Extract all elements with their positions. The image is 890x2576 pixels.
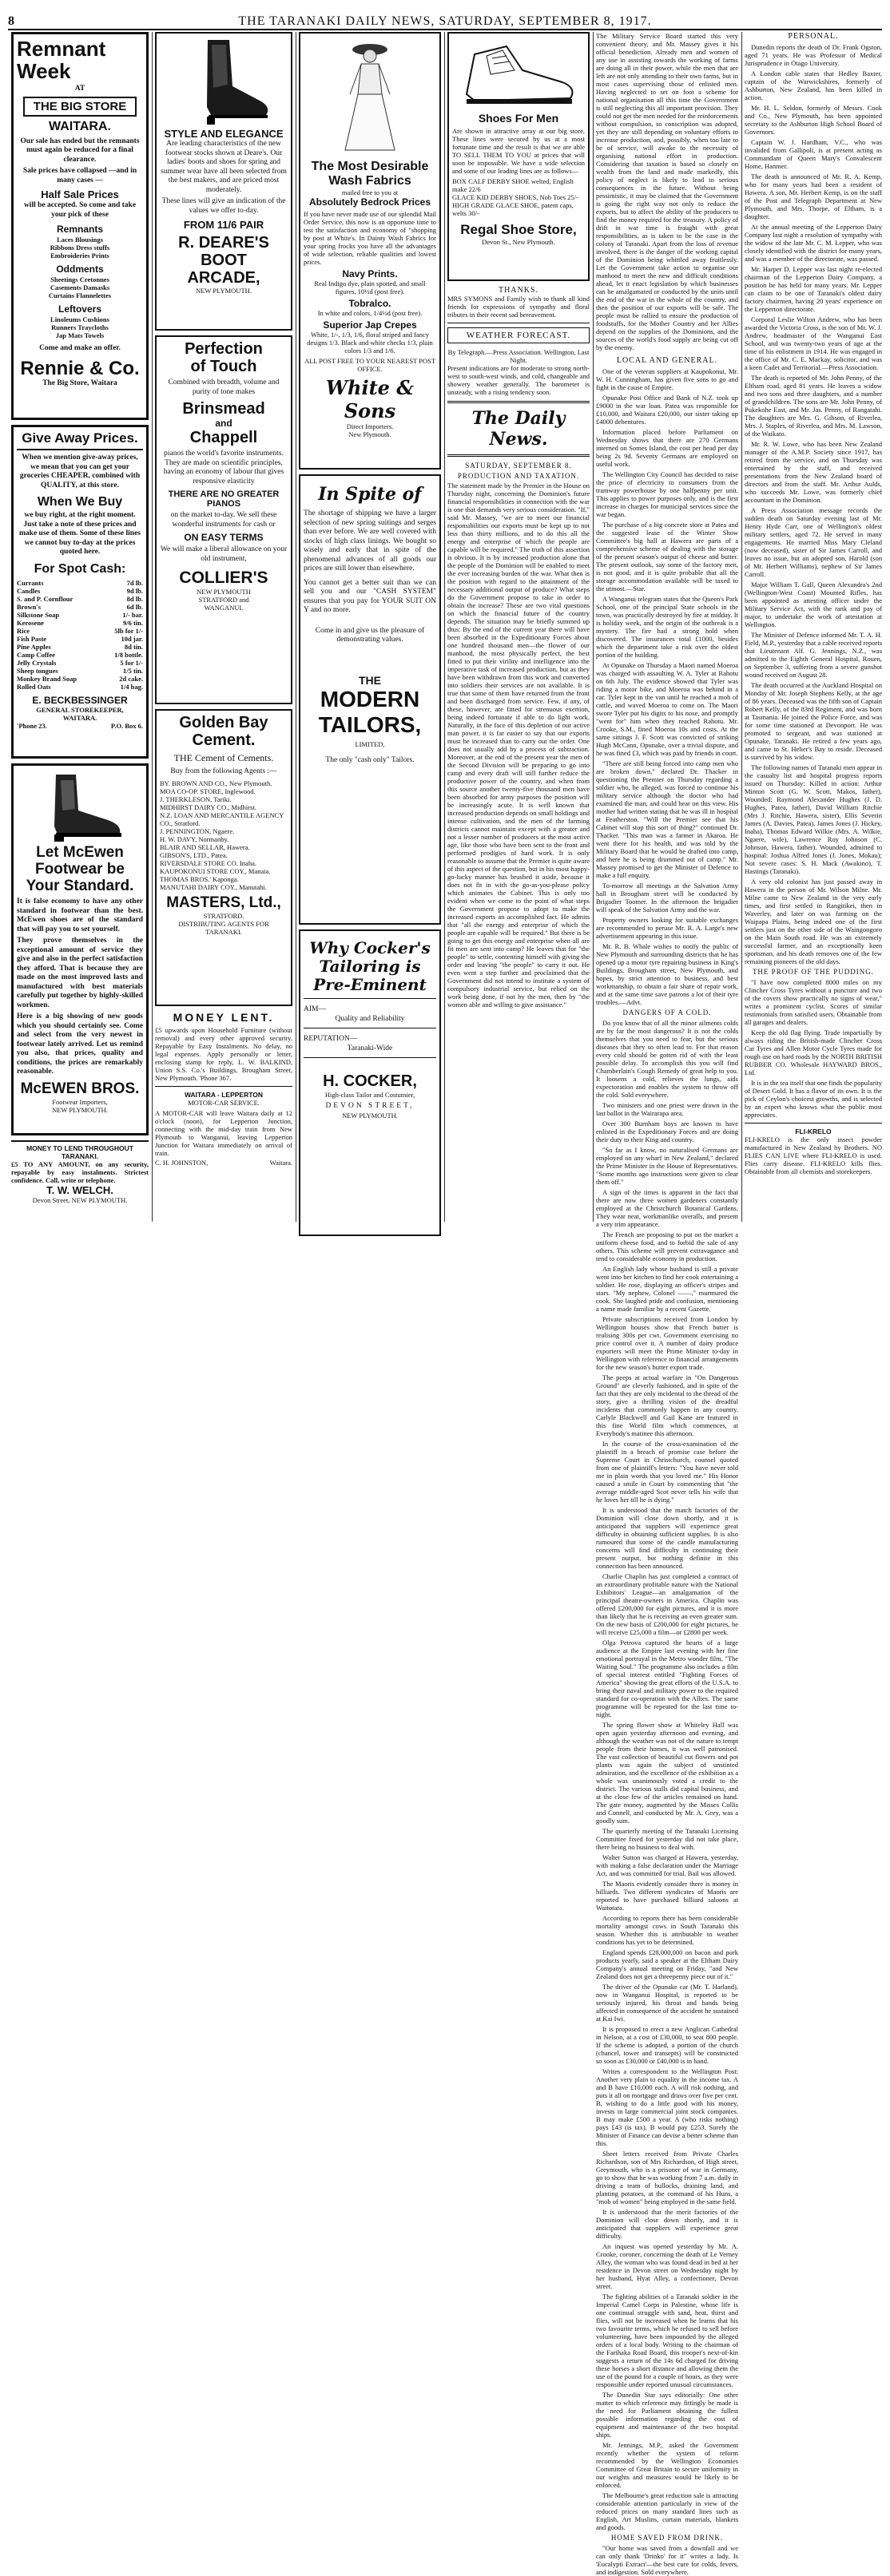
ad-text: NEW PLYMOUTH — [197, 588, 251, 596]
news-paragraph: Opunake Post Office and Bank of N.Z. took up £9000 in the war loan. Patea was responsible for £10,000, and Waitara £20,000, our sister taking up £4000 debentures. — [596, 394, 738, 426]
agent-item: MANUTAHI DAIRY COY., Manutahi. — [160, 882, 267, 891]
price-item: Currants — [17, 578, 44, 587]
ad-brand: T. W. WELCH. — [46, 1184, 113, 1196]
agent-item: BY. BROWN AND CO., New Plymouth. — [160, 779, 272, 787]
ad-text: Devon St., New Plymouth. — [482, 238, 555, 246]
news-paragraph: Property owners looking for suitable exchanges are recommended to peruse Mr. R. A. Large's new advertisement appearing in this issue. — [596, 916, 738, 940]
ad-text: They prove themselves in the exceptional amount of service they give and also in the perfect satisfaction they afford. That is because they are made on the most improved lasts and manufactured with best materials carefully put together by highly-skilled workmen. — [17, 937, 143, 1009]
ad-text: White, 1/-, 1/3, 1/6, floral striped and fancy designs 1/3. Black and white checks 1/3, plain colors 1/3 and 1/6. — [307, 331, 433, 355]
article-text: Present indications are for moderate to strong north-west to south-west winds, and cold, changeable and showery weather generally. The barometer is unsteady, with a rising tendency soon. — [447, 364, 590, 396]
agent-item: MIDHIRST DAIRY CO., Midhirst. — [160, 803, 256, 811]
ad-heading: Perfection — [185, 340, 263, 358]
ad-heading: Let McEwen — [36, 844, 124, 861]
agent-item: THOMAS BROS.' Kaponga. — [160, 874, 239, 883]
ad-text: Sale prices have collapsed —and in many cases — — [22, 167, 137, 184]
news-paragraph: The Dunedin Star says editorially: One other matter to which reference may fittingly be made is the need for Parliament obtaining the fullest possible information regarding the cost of equipment and maintenance of the two hospital ships. — [596, 2391, 738, 2439]
column-2 — [155, 32, 292, 1222]
list-item: HIGH GRADE GLACE SHOE, patent caps, welts 30/- — [452, 201, 574, 217]
local-general-items — [596, 367, 738, 2576]
news-paragraph: England spends £28,000,000 on bacon and pork products yearly, said a speaker at the Eltham Dairy Company's annual meeting on Friday, "and New Zealand does not get a threepenny piece out of it." — [596, 1948, 738, 1980]
ad-subheading: THERE ARE NO GREATER PIANOS — [168, 489, 280, 509]
news-paragraph: The peeps at actual warfare in "On Dangerous Ground" are cleverly fashioned, and in spite of the fact that they are only incidental to the thread of the story, give a thrilling vision of the dreadful incidents that commonly happen in any country. Carlyle Blackwell and Gail Kane are featured in this fine World film which commences, at Everybody's matinee this afternoon. — [596, 1373, 738, 1437]
personal-items — [745, 43, 882, 1119]
ad-text: It is false economy to have any other standard in footwear than the best. McEwen shoes are of the standard that will pay you to set yourself. — [17, 898, 143, 933]
list-item: Laces Blousings — [57, 236, 103, 244]
price-value: 5lb for 1/- — [114, 626, 143, 635]
personal-paragraph: Dunedin reports the death of Dr. Frank Ogston, aged 71 years. He was Professor of Medical Jurisprudence in Otago University. — [745, 43, 882, 67]
personal-paragraph: Captain W. J. Hardham, V.C., who was invalided from Gallipoli, is at present acting as Commandant of Queen Mary's Convalescent Home, Hanmer. — [745, 138, 882, 170]
deare-ad — [155, 32, 292, 331]
ad-text: Real Indigo dye, plain spotted, and small figures, 10½d (post free). — [314, 279, 426, 295]
personal-paragraph: The Minister of Defence informed Mr. T. A. H. Field, M.P., yesterday that a cable received reports that Lieutenant Alf. G. Jennings, N.Z., was admitted to the Eighth General Hospital, Rouen, on September 3, suffering from a severe gunshot wound received on August 28. — [745, 631, 882, 679]
news-paragraph: The spring flower show at Whiteley Hall was open again yesterday afternoon and evening, and although the weather was not of the nature to tempt people from their homes, it was well patronised. The vast collection of beautiful cut flowers and pot plants was again the subject of unstinted admiration, and the excellence of the exhibition as a whole was unanimously voted a credit to the district. The various stalls did capital business, and at the close few of the articles remained on hand. The gate money, augmented by the Misses Collis and Connell, and conducted by Mr. A. Grey, was a goodly sum. — [596, 1721, 738, 1825]
ad-brand: White & Sons — [326, 376, 414, 422]
ad-brand: BOOT — [201, 252, 247, 269]
news-paragraph: Private subscriptions received from London by Wellington houses show that French butter is realising 300s per cwt. Government exercising no price control over it. A number of dairy produce exporters will meet the Prime Minister to-day in Wellington with reference to financial arrangements for the new season's butter export trade. — [596, 1315, 738, 1371]
list-item: Jap Mats Towels — [55, 331, 105, 339]
ad-text: New Plymouth. — [348, 430, 391, 438]
ad-heading: Golden Bay — [179, 714, 268, 731]
agent-item: GIBSON'S, LTD., Patea. — [160, 850, 228, 859]
ad-subheading: Navy Prints. — [342, 268, 398, 279]
price-item: Rice — [17, 626, 30, 635]
price-row — [17, 579, 143, 587]
ad-heading: WAITARA - LEPPERTON — [184, 1091, 264, 1099]
golden-bay-ad — [155, 709, 292, 1006]
ad-signature: C. H. JOHNSTON, — [155, 1159, 209, 1167]
ad-text: The Big Store, Waitara — [42, 378, 117, 387]
list-item: GLACE KID DERBY SHOES, Nob Toes 25/- — [452, 193, 578, 201]
ad-text: These lines will give an indication of the values we offer to-day. — [161, 197, 286, 215]
news-paragraph: "There are still being forced into camp men who are broken down," declared Dr. Thacker in questioning the Premier on Thursday regarding a soldier who, he alleged, was forced to continue his military service although the doctor who had examined the man, and could hear on this view. His mother had written stating that he was ill in hospital at Featherston. "Will the Premier see that his Cabinet will stop this sort of thing?" continued Dr. Thacker. "This man was a farmer in Akaroa. He went there for his health, and was told by the Military Board that he would be drafted into camp, and here he is being drummed out of camp." Mr. Massey promised to get the Minister of Defence to make a full enquiry. — [596, 759, 738, 879]
ad-text: When we mention give-away prices, we mean that you can get your groceries CHEAPER, combined with QUALITY, at this store. — [19, 454, 141, 489]
news-paragraph: The French are proposing to put on the market a uniform cheese food, and to forbid the sale of any others. This scheme will prevent extravagance and tend to considerable economy in production. — [596, 1231, 738, 1262]
ad-brand: R. DEARE'S — [178, 234, 269, 252]
price-value: 9d lb. — [126, 586, 143, 595]
news-paragraph: It is understood that the merit factories of the Dominion will close down shortly, and it is anticipated that suppliers will experience great difficulty. — [596, 2208, 738, 2240]
price-row — [17, 667, 143, 675]
ad-subheading: Leftovers — [58, 303, 102, 315]
news-paragraph: The quarterly meeting of the Taranaki Licensing Committee fixed for yesterday did not take place, there being no business to deal with. — [596, 1827, 738, 1851]
price-item: Sheep tongues — [17, 666, 58, 675]
news-paragraph: DANGERS OF A COLD. — [622, 1009, 712, 1017]
section-heading: PERSONAL. — [788, 32, 839, 41]
ad-brand: MASTERS, Ltd., — [166, 894, 281, 911]
news-paragraph: "So far as I know, no naturalised Germans are employed on any wharf in New Zealand," declared the Prime Minister in the House of Representatives. "Some months ago instructions were given to clear them off." — [596, 1146, 738, 1186]
ad-subheading: Tobralco. — [348, 298, 391, 309]
column-rule — [444, 32, 445, 1222]
phone-number: 'Phone 23. — [17, 721, 47, 730]
price-row — [17, 619, 143, 627]
news-paragraph: To-morrow all meetings at the Salvation Army hall in Brougham street will be conducted by Brigadier Toomer. In the afternoon the brigadier will speak of the Salvation Army and the war. — [596, 882, 738, 913]
news-paragraph: Olga Petrova captured the hearts of a large audience at the Empire last evening with her fine emotional portrayal in the Metro wonder film, "The Waiting Soul." The programme also includes a film of special interest entitled "Fighting Forces of America" showing the great efforts of the U.S.A. to bring their naval and military power to the required standard for co-operation with the Allies. The same programme will be repeated for the last time to-night. — [596, 1639, 738, 1718]
personal-paragraph: It is in the tea itself that one finds the popularity of Desert Gold. It has a flavor of its own. It is the pick of Ceylon's choicest growths, and is selected by an expert who knows what the public most appreciates. — [745, 1079, 882, 1119]
agent-item: H. W. DAVY, Normanby. — [160, 834, 229, 843]
price-value: 6d lb. — [126, 602, 143, 611]
list-item: Runners Traycloths — [51, 323, 109, 331]
news-paragraph: The Wellington City Council has decided to raise the price of electricity to consumers from the tramway powerhouse by one halfpenny per unit. This applies to power purposes only, and is the first increase in charges for municipal services since the war began. — [596, 470, 738, 518]
ad-heading: Shoes For Men — [478, 112, 559, 125]
news-paragraph: In the course of the cross-examination of the plaintiff in a breach of promise case before the Supreme Court in Christchurch, counsel quoted from one of plaintiff's letters: "You have never told me in plain words that you loved me." His Honor caused a smile in Court by commenting that "the average middle-aged Scot never tells his wife that he loves her till he is dying." — [596, 1440, 738, 1504]
regal-shoe-ad — [447, 32, 590, 281]
notice-text: MRS SYMONS and Family wish to thank all kind friends for expressions of sympathy and floral tributes in their recent sad bereavement. — [447, 295, 590, 319]
ad-heading: Why Cocker's — [309, 938, 431, 957]
section-heading: THANKS. — [498, 286, 539, 295]
news-paragraph: A sign of the times is apparent in the fact that there are now three women gardeners constantly employed at the Christchurch Botanical Gardens. They wear neat, workmanlike overalls, and present a very trim appearance. — [596, 1188, 738, 1228]
ad-text: DISTRIBUTING AGENTS FOR TARANAKI. — [178, 919, 269, 936]
personal-paragraph: The death occurred at the Auckland Hospital on Monday of Mr. Joseph Stephens Kelly, at the age of 86 years. Deceased was the fifth son of Captain Robert Kelly, of the 83rd Regiment, and was born at Tasmania. He joined the Police Force, and was for some time stationed at Devonport. He was promoted to sergeant, and was stationed at Opunake, Taranaki. He retired a few years ago, and came to St. Helier's Bay to reside. Deceased is survived by his widow. — [745, 681, 882, 761]
newspaper-nameplate: The Daily News. — [471, 408, 566, 450]
ad-subheading: Superior Jap Crepes — [323, 319, 417, 331]
news-paragraph: Do you know that of all the minor ailments colds are by far the most dangerous? It is not the colds themselves that you need to fear, but the serious diseases that they so often lead to. For that reason every cold should be gotten rid of with the least possible delay. To accomplish this you will find Chamberlain's Cough Remedy of great help to you. It loosens a cold, relieves the lungs, aids expectoration and enables the system to throw off the cold. Sold everywhere. — [596, 1019, 738, 1099]
price-value: 2d cake. — [119, 674, 143, 683]
ad-brand: Rennie & Co. — [20, 357, 140, 379]
ad-brand: E. BECKBESSINGER — [32, 694, 128, 706]
price-row — [17, 635, 143, 643]
price-item: Kerosene — [17, 618, 44, 627]
ad-text: THE — [359, 673, 381, 687]
news-paragraph: HOME SAVED FROM DRINK. — [610, 2534, 724, 2542]
ad-text: Footwear Importers, — [52, 1097, 108, 1106]
editorial-text: The statement made by the Premier in the House on Thursday night, concerning the Dominion's future financial responsibilities in connection with the war is one that demands very serious consideration. "If," said Mr. Massey, "we are to meet our financial responsibilities our exports must be kept up to not less than thirty millions, and to do this all the energy and enterprise of which the people are capable will be required." The truth of this assertion is obvious. It is by increased production alone that the people of the Dominion will be enabled to meet the ever increasing burden of the war. What then is the position with regard to the attainment of the necessary additional output of produce? What steps do the Government propose to take in order to obtain the increase? These are two vital questions on which the financial future of the country depends. The situation may be briefly summed up thus: By the end of the current year there will have been absorbed in the Expeditionary Forces about one hundred thousand men—the flower of our manhood, the most physically perfect, the best fitted to put their virility and intelligence into the imperative task of increased production, but as they have been withdrawn from this work and converted into soldiers their services are not available. It is true that some of them have returned from the front and been discharged from service. Few, if any, of these, however, are fitted for strenuous exertion, being indeed fortunate if able to do light work. Naturally, in the face of this depletion of our active man power, it is far easier to say that our exports must be increased than to carry out the order. One does not usually add by a process of subtraction. Moreover, at the end of the present year the men of the Second Division will be preparing to go into camp and every draft will still further reduce the productive power of the country, and when from this source another twenty-five thousand men have been absorbed for army purposes the position will be increasingly acute. It is well known that increased production depends on small holdings and intense cultivation, and the men of the farming districts cannot maintain except with a greater and not a lesser number of producers at the most active age, like those who have been sent to the front and performed prodigies of hard work. It is only reasonable to assume that the Premier is quite aware of this aspect of the question, but in his most happy-go-lucky manner has brushed it aside, because it does not fit in with the go-as-you-please policy which animates the Cabinet. This is only too evident when we come to the point of what steps the Government propose to adopt to make the increased exports an accomplished fact. He admits that "all the energy and enterprise of which the people are capable will be required." But there is be going to get this energy and enterprise when all are fit men are sent into camp? He leaves that for "the people" to settle, contenting himself with giving the order and leaving "the people" to carry it out. He even went a step further and proclaimed that the Government did not intend to institute a system of compulsory industrial service, but relied on the work being done, if not by the men, then by "the women able and willing to give assistance." — [447, 482, 590, 1009]
price-list — [17, 579, 143, 691]
news-paragraph: Mr. Jennings, M.P., asked the Government recently whether the system of reform recommended by the Wellington Economies Committee of Great Britain to secure uniformity in our weights and measures would be likely to be enforced. — [596, 2441, 738, 2489]
lepperton-ad — [155, 1091, 292, 1167]
price-row — [17, 627, 143, 635]
ad-brand: COLLIER'S — [179, 569, 268, 587]
agent-item: J. PENNINGTON, Ngaere. — [160, 826, 235, 835]
price-item: Rolled Oats — [17, 682, 51, 691]
ad-brand: Regal Shoe Store, — [460, 222, 577, 237]
ad-heading: Your Standard. — [26, 878, 134, 894]
ad-text: AT — [74, 85, 85, 93]
weather-box — [447, 327, 590, 343]
personal-paragraph: The following names of Taranaki men appear in the casualty list and hospital progress reports issued on Thursday: Killed in action: Arthur Minton Scott (G. W. Scott, Makos, father), Wounded: Raymond Alexander Hughes (J. D. Hughes, Patea, father), David William Ritchie (Mrs J. Ritchie, Hawera, sister), Ellis Severin James (A. Davies, Patea), James Jones (J. Hickey, Inaha), Thomas Edward Wilkie (Mrs. A. Wilkie, Ngaere, wife), Lawrence Roy Johnson (C. Johnson, Hawera, father). Wounded, admitted to hospital: Joshua Alfred Jones (J. Jones, Mokau); Not severe cases: S. H. Mack (Awakino), T. Hastings (Taranaki). — [745, 763, 882, 875]
news-paragraph: The Maoris evidently consider there is money in billiards. Two different syndicates of Maoris are reported to have purchased billiard saloons at Waitotara. — [596, 1880, 738, 1912]
ad-heading: Cement. — [192, 731, 256, 749]
price-item: Monkey Brand Soap — [17, 674, 77, 683]
ad-text: FLI-KRELO is the only insect powder manufactured in New Zealand by Brothers. NO FLIES CAN LIVE where FLI-KRELO is used. Flies carry disease. FLI-KRELO kills flies. Obtainable from all chemists and storekeepers. — [745, 1135, 882, 1175]
news-paragraph: The purchase of a big concrete store at Patea and the suggested lease of the Winter Show Committee's big hall at Hawera are parts of a comprehensive scheme of dealing with the storage of the present season's output of cheese and butter. The present outlook, say some of the factory men, is not good, and it is quite probable that all the storage accommodation available will be taxed to the utmost.—Star. — [596, 521, 738, 592]
ad-text: Devon Street, NEW PLYMOUTH. — [32, 1196, 128, 1204]
list-item: Linoleums Cushions — [50, 315, 109, 323]
ad-text: WANGANUI. — [204, 604, 244, 612]
ad-text: NEW PLYMOUTH. — [196, 287, 252, 295]
price-row — [17, 611, 143, 619]
byline: By Telegraph.—Press Association. Wellington, Last Night. — [447, 348, 590, 364]
mcewen-ad — [11, 763, 149, 1135]
agent-item: N.Z. LOAN AND MERCANTILE AGENCY CO., Stratford. — [160, 810, 284, 827]
ad-subheading: Half Sale Prices — [41, 188, 119, 200]
personal-paragraph: Major William T. Gall, Queen Alexandra's 2nd (Wellington-West Coast) Mounted Rifles, has been appointed as attesting officer under the Military Service Act, with the rank and pay of major, to undertake the work of attestation at Wellington. — [745, 581, 882, 628]
column-4 — [447, 32, 590, 1222]
news-paragraph: It is proposed to erect a new Anglican Cathedral in Nelson, at a cost of £30,000, to seat 800 people. If the scheme is adopted, a portion of the church (chancel, tower and transepts) will be constructed so soon as £30,000 or £40,000 is in hand. — [596, 2025, 738, 2065]
ad-price: FROM 11/6 PAIR — [183, 219, 264, 231]
news-paragraph: Charlie Chaplin has just completed a contract of an extraordinary profitable nature with the National Exhibitors' League—an amalgamation of the principal theatre-owners in America. Chaplin was offered £200,000 for eight pictures, and it is more than likely that he is receiving an even greater sum. On the new basis of £200,000 for eight pictures, he will receive £25,000 a film—or £2800 per week. — [596, 1572, 738, 1636]
ladies-boot-illustration — [172, 38, 276, 126]
big-store-ad — [11, 32, 149, 420]
personal-paragraph: The death is reported of Mr. John Penny, of the Eltham road, aged 81 years. He leaves a widow and two sons and three daughters, and a number of grandchildren. The sons are Mr. John Penny, of Pukekohe East, and Mr. Jas. Penny, of Rangatahi. The daughters are Mrs. G. Gibson, of Riverlea, Mrs. J. Staples, of Riverlea, and Mrs. M. Lawson, of the Waikato. — [745, 374, 882, 438]
ad-text: Combined with breadth, volume and purity of tone makes — [168, 378, 280, 396]
ad-text: Are shown in attractive array at our big store. These lines were secured by us at a most fortunate time and the result is that we are able TO SELL THEM TO YOU at prices that will soon be impossible. We have a wide selection and some of our leading lines are as follows— — [452, 127, 585, 175]
column-5 — [596, 32, 738, 2576]
ad-heading: MONEY LENT. — [173, 1011, 275, 1024]
price-item: Silkstone Soap — [17, 610, 60, 619]
agent-item: KAUPOKONUI STORE COY., Manaia. — [160, 866, 271, 875]
column-rule — [152, 32, 153, 1222]
price-item: Pine Apples — [17, 642, 51, 651]
newspaper-title: THE TARANAKI DAILY NEWS, SATURDAY, SEPTEMBER 8, 1917. — [238, 14, 652, 28]
price-item: S. and P. Cornflour — [17, 594, 74, 603]
price-item: Candles — [17, 586, 41, 595]
money-lent-ad — [155, 1011, 292, 1082]
ad-heading: Week — [17, 59, 71, 83]
price-item: Fish Paste — [17, 634, 47, 643]
list-item: Embroideries Prints — [50, 252, 109, 260]
price-value: 8d lb. — [126, 594, 143, 603]
ad-text: on the market to-day. We sell these wonderful instruments for cash or — [170, 511, 277, 529]
ad-brand: Brinsmead — [182, 400, 265, 418]
ad-text: Taranaki-Wide — [347, 1044, 393, 1052]
ad-text: ALL POST FREE TO YOUR NEAREST POST OFFICE. — [304, 357, 436, 373]
news-paragraph: Walter Sutton was charged at Hawera, yesterday, with making a false declaration under the Marriage Act, and was committed for trial. Bail was allowed. — [596, 1853, 738, 1877]
price-value: 1/- bar. — [122, 610, 143, 619]
price-item: Jelly Crystals — [17, 658, 57, 667]
price-row — [17, 651, 143, 659]
ad-text: Quality and Reliability — [335, 1014, 405, 1023]
personal-paragraph: A very old colonist has just passed away in Hawera in the person of Mr. Wilson Milne. Mr. Milne came to New Zealand in the very early times, and first settled in Rangitikei, then in Waverley, and later on was farming on the Waipapa Plains, being indeed one of the first settlers just on the other side of the Waingongoro on the Main South road. He was an extremely successful farmer, and an exceptionally keen sportsman, and his death removes one of the few remaining pioneers of the old days. — [745, 878, 882, 965]
ad-brand: McEWEN BROS. — [20, 1080, 140, 1097]
price-row — [17, 595, 143, 603]
ad-text: High-class Tailor and Costumier, — [324, 1091, 415, 1099]
price-value: 8d tin. — [124, 642, 143, 651]
price-row — [17, 587, 143, 595]
column-1 — [11, 32, 149, 1222]
cocker-ad — [299, 929, 441, 1236]
page-number: 8 — [8, 14, 14, 28]
ad-heading: The Most Desirable — [311, 160, 429, 173]
price-row — [17, 603, 143, 611]
ad-text: Direct Importers. — [346, 422, 394, 430]
price-item: Brown's — [17, 602, 42, 611]
ad-heading: of Touch — [190, 358, 257, 375]
ad-text: A MOTOR-CAR will leave Waitara daily at 12 o'clock (noon), for Lepperton Junction, connecting with the mid-day train from New Plymouth to Wanganui, leaving Lepperton Junction for Waitara immediately on arrival of train. — [155, 1109, 292, 1157]
ad-brand: ARCADE, — [187, 269, 260, 287]
column-3 — [299, 32, 441, 1222]
personal-paragraph: THE PROOF OF THE PUDDING. — [752, 968, 875, 976]
price-value: 1/8 bottle. — [114, 650, 143, 659]
list-item: Ribbons Dress stuffs — [50, 244, 110, 252]
ad-heading: In Spite of — [318, 484, 422, 505]
section-heading: WEATHER FORECAST. — [466, 331, 571, 340]
personal-paragraph: A Press Association message records the sudden death on Saturday evening last of Mr. Henry Hyde Carr, one of Wellington's oldest military settlers, aged 72. He served in many engagements. He married Miss Mary Cleland (now deceased), sister of Sir James Carroll, and leaves no issue, but an adopted son, Harold (son of Mr. Herbert Williams), nephew of Sir James Carroll. — [745, 506, 882, 578]
column-6 — [745, 32, 882, 1222]
news-paragraph: Writes a correspondent to the Wellington Post: Another very plain to equality in the income tax. A and B have £10,000 each. A will risk nothing, and puts it all on mortgage and draws over five per cent. B, wishing to do a little good with his money, invests in large commercial joint stock companies. B may make £500 a year. A (who risks nothing) pays £43 (is tax). B would pay £253. Surely the Minister of Finance can devise a better scheme than this. — [596, 2067, 738, 2147]
news-paragraph: Two ministers and one priest were drawn in the last ballot in the Wairarapa area. — [596, 1101, 738, 1117]
ad-text: LIMITED, — [355, 739, 385, 748]
ad-text: mailed free to you at — [341, 188, 399, 196]
ad-text: We will make a liberal allowance on your old instrument, — [160, 545, 288, 563]
news-paragraph: Information placed before Parliament on Wednesday shows that there are 270 Germans interned on Somes Island, the cost per head per day being 2s 9d. Seventy Germans are employed on useful work. — [596, 428, 738, 468]
ad-subheading: Absolutely Bedrock Prices — [308, 196, 431, 208]
ad-heading: STYLE AND ELEGANCE — [164, 128, 284, 140]
editorial-text: The Military Service Board started this very convenient theory, and Mr. Massey gives it his official benediction. Already men and women of any use in assisting towards the working of farms are doing all in their power, while the men that are left are not only attending to their own farms, but in most cases supervising those of enlisted men. Having neglected to set on foot a scheme for national organisation all this time the Government is still neglecting this all important provision. They could not get the men needed for the reinforcements without compulsion, so conscription was adopted, yet they are still depending on voluntary efforts to increase production, and, possibly, when too late to be of service, will awake to the necessity of organising national effort in production. Considering that taxation is based so closely on wealth from the land and made markedly, this policy of neglect is likely to lead to serious consequences in the future. Without being pessimistic, it may be claimed that the Government is going the right way not only to reduce the exports, but to affect the ability of the producers to find the money required for the treasury. A policy of drift in war time is fraught with great responsibilities, as is taken to be the case in the colony of Taranaki. Apart from the loss of revenue involved, there is the danger of the working capital of the Dominion being whittled away fruitlessly. Let the Government take action to organise our manhood to meet the new and difficult conditions ahead, let it enact legislation by which businesses can be amalgamated or conducted by the units until the end of the war in the whole of the country, and then the position of our exports will be safe. The people must be rallied to ensure the production of foodstuffs, for the Mother Country and her Allies depend on the supplies of the Dominions, and the sources of the world's food supply are being cut off by the enemy. — [596, 32, 738, 351]
ad-subheading: Oddments — [56, 264, 104, 275]
ad-text: Come in and give us the pleasure of demonstrating values. — [315, 626, 425, 644]
ad-text: You cannot get a better suit than we can sell you and our "CASH SYSTEM" ensures that you pay for YOUR SUIT ON Y and no more. — [304, 578, 436, 614]
ad-subheading: ON EASY TERMS — [184, 532, 264, 543]
agent-item: J. THERKLESON, Tariki. — [160, 795, 232, 803]
agents-list — [160, 779, 288, 891]
news-paragraph: An English lady whose husband is still a private went into her kitchen to find her cook entertaining a soldier. He rose, displaying an officer's stripes and stars. "My nephew, Colonel ——," murmured the cook. She laughed pride and confusion, mentioning a name made familiar by a recent Gazette. — [596, 1265, 738, 1313]
welch-ad — [11, 1140, 149, 1204]
price-value: 5 for 1/- — [120, 658, 143, 667]
ad-heading: MONEY TO LEND THROUGHOUT TARANAKI. — [26, 1144, 133, 1160]
ad-text: The only "cash only" Tailors. — [325, 755, 415, 764]
list-item: Curtains Flannelettes — [48, 291, 112, 299]
price-row — [17, 643, 143, 651]
price-value: 1/5 tin. — [122, 666, 143, 675]
list-item: BOX CALF DERBY SHOE welted, English make 22/6 — [452, 177, 574, 193]
agent-item: BLAIR AND SELLAR, Hawera. — [160, 842, 250, 851]
ad-heading: Tailoring is — [319, 957, 421, 976]
editorial-date: SATURDAY, SEPTEMBER 8. — [465, 462, 572, 470]
modern-tailors-ad — [299, 474, 441, 925]
masthead — [8, 8, 882, 30]
personal-paragraph: Mr. H. L. Seldon, formerly of Messrs. Cook and Co., New Plymouth, has been appointed secretary to the Ashburton High School Board of Governors. — [745, 104, 882, 136]
ad-text: GENERAL STOREKEEPER, — [36, 705, 124, 714]
news-paragraph: At Opunake on Thursday a Maori named Moeroa was charged with assaulting W. A. Tyler at Rahotu on 6th July. The evidence showed that Tyler was riding a motor bike, and Moeroa was behind in a car. Tyler kept in the van until he reached a mob of cattle, and waved Moeroa to come on. The Maori swore Tyler put his digits to his nose, and promptly "went for" him when they reached Rahotu. Mr. Crooke, S.M., fined Moeroa 10s and costs. At the same sittings J. F. Scott was convicted of striking Hugh McCann, Opunake, over a trivial dispute, and he was fined £3, which was paid by friends in court. — [596, 661, 738, 757]
personal-paragraph: The death is announced of Mr. R. A. Kemp, who for many years had been a resident of Hawera. A son, Mr. Herbert Kemp, is on the staff of the Post and Telegraph Department at New Plymouth, and Mrs. Thorpe, of Eltham, is a daughter. — [745, 172, 882, 220]
personal-paragraph: Mr. R. W. Lowe, who has been New Zealand manager of the A.M.P. Society since 1917, has retired from the service, and on Thursday was entertained by the staff, and received presentations from the New Zealand board of directors and from the staff. Mr. Arthur Aulds, who succeeds Mr. Lowe, was formerly chief accountant in the Dominion. — [745, 440, 882, 504]
ad-brand: H. COCKER, — [323, 1072, 417, 1090]
ad-text: £5 upwards upon Household Furniture (without removal) and every other approved security. Repayable by Easy Instalments. No delay, no legal expenses. Apply personally or letter, enclosing stamp for reply, L. W. BALKIND, Union S.S. Co.'s Buildings, Brougham Street, New Plymouth. 'Phone 367. — [155, 1026, 292, 1082]
price-value: 9/6 tin. — [122, 618, 143, 627]
news-paragraph: It is understood that the match factories of the Dominion will close down shortly, and it is anticipated that suppliers will experience great difficulty in obtaining sufficient supplies. It is also rumoured that some of the candle manufacturing concerns will find difficulty in continuing their present output, but nothing definite in this connection has been announced. — [596, 1506, 738, 1570]
beckbessinger-ad — [11, 425, 149, 759]
ad-text: DEVON STREET, — [325, 1102, 415, 1110]
ad-text: Our sale has ended but the remnants must again be reduced for a final clearance. — [20, 137, 140, 164]
white-sons-ad — [299, 32, 441, 470]
ad-subheading: Remnants — [56, 224, 103, 235]
news-paragraph: Over 300 Burnham boys are known to have enlisted in the Expeditionary Forces and are doing their duty to their King and country. — [596, 1120, 738, 1143]
price-row — [17, 675, 143, 683]
news-paragraph: Mr. R. B. Whale wishes to notify the public of New Plymouth and surrounding districts that he has opened up a motor tyre repairing business in King's Buildings, Brougham street, New Plymouth, and hopes, by strict attention to business, and best workmanship, to obtain a fair share of repair work, and at the same time save patrons a lot of their tyre troubles.—Advt. — [596, 942, 738, 1006]
agent-item: MOA CO-OP. STORE, Inglewood. — [160, 787, 256, 795]
personal-paragraph: Mr. Harper D. Lepper was last night re-elected chairman of the Lepperton Dairy Company, a position he has held for many years. Mr. Lepper can claim to be one of Taranaki's oldest dairy factory chairmen, having 20 years' experience on the Lepperton directorate. — [745, 265, 882, 313]
ad-text: REPUTATION— — [304, 1035, 358, 1043]
ad-text: Buy from the following Agents :— — [170, 767, 277, 775]
ad-text: AIM— — [304, 1005, 326, 1013]
price-value: 1/4 bag. — [120, 682, 143, 691]
ad-text: Here is a big showing of new goods which you should certainly see. Come and select from the very newest in footwear lately arrived. Let us remind you also, that prices, quality and conditions, the prices are remarkably reasonable. — [17, 1013, 143, 1076]
news-paragraph: A Wanganui telegram states that the Queen's Park School, one of the principal State schools in the town, was practically destroyed by fire at midday. It is holiday week, and the origin of the outbreak is a mystery. The fire had a strong hold when discovered. The insurances total £1000, besides which the department take a risk over the oldest portion of the building. — [596, 595, 738, 659]
editorial-title: PRODUCTION AND TAXATION. — [457, 472, 580, 480]
news-paragraph: "Our home was saved from a downfall and we can only thank 'Drinko' for it" writes a lady. Is 'Eucalypti Extract'—the best cure for colds, fevers, and indigestion. Sold everywhere. — [596, 2544, 738, 2576]
ad-text: pianos the world's favorite instruments. They are made on scientific principles, having an economy of labour that gives responsive elasticity — [163, 450, 284, 485]
price-value: 10d jar. — [121, 634, 143, 643]
list-item: Casements Damasks — [50, 283, 110, 291]
price-item: Camp Coffee — [17, 650, 55, 659]
personal-paragraph: Corporal Leslie Wilton Andrew, who has been awarded the Victoria Cross, is the son of Mr. W. J. Andrew, headmaster of the Wanganui East School, and was twenty-two years of age at the time of his enlistment in 1914. He was engaged in the office of Mr. C. E. Mackay, solicitor, and was a keen Cadet and Territorial.—Press Association. — [745, 315, 882, 371]
ad-heading: Pre-Eminent — [313, 975, 427, 994]
ad-heading: Wash Fabrics — [328, 174, 411, 188]
news-paragraph: According to reports there has been considerable mortality amongst cows in South Taranaki this season. Whether this is attributable to weather conditions has yet to be determined. — [596, 1914, 738, 1946]
ad-heading: Footwear be — [35, 861, 125, 878]
ad-text: In white and colors, 1/4½d (post free). — [317, 309, 423, 317]
ad-heading: Give Away Prices. — [17, 430, 143, 450]
news-paragraph: The fighting abilities of a Taranaki soldier in the Imperial Camel Corps in Palestine, whose life is one continual struggle with sand, heat, thirst and flies, will not be increased when he learns that his two favourite terms, which he refused to sell before volunteering, have been impounded by the alleged orders of a local body. Writing to the chairman of the Farihaka Road Board, this trooper's next-of-kin suggests a return of the 14s 6d charged for driving these horses a short distance and allowing them the use of the pound for a couple of hours, as they were responsible under reported unusual circumstances. — [596, 2293, 738, 2388]
ad-brand: Chappell — [189, 429, 258, 446]
ad-heading: FLI-KRELO — [795, 1127, 832, 1135]
price-value: 7d lb. — [126, 578, 143, 587]
brinsmead-ad — [155, 335, 292, 704]
news-paragraph: One of the veteran suppliers at Kaupokonui, Mr. W. H. Cunningham, has given five sons to go and fight in the cause of Empire. — [596, 367, 738, 391]
personal-paragraph: "I have now completed 8000 miles on my Clincher Cross Tyres without a puncture and two of the covers show practically no signs of wear," writes a prominent cyclist. Scores of similar testimonials from satisfied users. Obtainable from all garages and dealers. — [745, 978, 882, 1026]
personal-paragraph: Keep the old flag flying. Trade impartially by always riding the British-made Clincher Cross Car Tyres and Allen Motor Cycle Tyres made for rough use on hard roads by the NORTH BRITISH RUBBER CO. Wholesale HAYWARD BROS., Ltd. — [745, 1028, 882, 1076]
news-paragraph: Sheet letters received from Private Charles Richardson, son of Mrs Richardson, of High street, Greymouth, who is a prisoner of war in Germany, go to show that he was working from 7 a.m. daily in driving a team of bullocks, draining land, and planting potatoes, at the command of his Huns, a "mob of women" being employed in the same field. — [596, 2150, 738, 2205]
ad-text: Are leading characteristics of the new footwear stocks shown at Deare's. Our ladies' boots and shoes for spring and summer wear have all been selected from the best makers, and are priced most moderately. — [161, 140, 287, 194]
ad-text: NEW PLYMOUTH. — [342, 1111, 398, 1120]
news-paragraph: The driver of the Opunake car (Mr. T. Harland), now in Wanganui Hospital, is reported to be seriously injured, his throat and hands being affected in consequence of the accident he sustained at Kai Iwi. — [596, 1983, 738, 2023]
list-item: Sheetings Cretonnes — [50, 275, 109, 283]
ad-text: WAITARA. — [62, 713, 97, 722]
po-box: P.O. Box 6. — [110, 721, 143, 730]
ad-town: Waitara. — [269, 1159, 292, 1167]
ad-text: STRATFORD and — [198, 596, 249, 604]
ad-text: Come and make an offer. — [39, 344, 121, 352]
agent-item: RIVERSDALE STORE CO. Inaha. — [160, 858, 256, 867]
ad-text: £5 TO ANY AMOUNT, on any security, repayable by easy instalments. Strictest confidence. Call, write or telephone. — [11, 1160, 149, 1184]
ad-tagline: THE Cement of Cements. — [173, 752, 274, 763]
ad-brand: TAILORS, — [318, 711, 422, 737]
price-row — [17, 683, 143, 691]
ad-town: WAITARA. — [49, 119, 111, 133]
lady-figure-illustration — [326, 38, 414, 158]
ad-text: The shortage of shipping we have a larger selection of new spring suitings and serges than ever before. We are well covered with stocks of high class linings. We bought so wisely and early that in spite of the phenomenal advances of all goods our prices are still lower than elsewhere. — [304, 509, 436, 573]
section-heading: LOCAL AND GENERAL. — [616, 356, 718, 365]
column-rule — [741, 32, 742, 1222]
ad-text: and — [215, 418, 232, 429]
boot-illustration — [32, 771, 128, 842]
personal-paragraph: At the annual meeting of the Lepperton Dairy Company last night a resolution of sympathy with the widow of the late Mr. C. M. Lepper, who was closely identified with the district for many years, and was a member of the directorate, was passed. — [745, 223, 882, 263]
big-store-logo: THE BIG STORE — [23, 97, 137, 117]
ad-subheading: For Spot Cash: — [34, 561, 126, 576]
price-row — [17, 659, 143, 667]
ad-subheading: When We Buy — [37, 495, 123, 509]
ad-text: MOTOR-CAR SERVICE. — [188, 1099, 260, 1107]
column-rule — [593, 32, 594, 1222]
mens-shoe-illustration — [459, 38, 578, 110]
ad-heading: Remnant — [17, 37, 106, 61]
ad-text: we buy right, at the right moment. Just take a note of these prices and make use of them. Some of these lines we cannot buy to-day at the prices quoted here. — [19, 511, 141, 556]
ad-text: If you have never made use of our splendid Mail Order Service, this now is an opportune time to test the satisfaction and economy of "shopping by post at White's. In Dainty Wash Fabrics for your spring frocks you have all the advantages of wide selection, reliable qualities and lowest prices. — [304, 210, 436, 266]
news-paragraph: The Melbourne's great reduction sale is attracting considerable attention particularly in view of the reduced prices on many standard lines such as English, Art Muslins, curtain materials, blankets and goods. — [596, 2491, 738, 2531]
ad-brand: MODERN — [320, 686, 420, 711]
ad-text: NEW PLYMOUTH. — [52, 1105, 108, 1114]
ad-text: will be accepted. So come and take your pick of these — [23, 201, 137, 219]
personal-paragraph: A London cable states that Hedley Baxter, captain of the Warwickshires, formerly of Ashburton, New Zealand, has been killed in action. — [745, 69, 882, 101]
news-paragraph: An inquest was opened yesterday by Mr. A. Crooke, coroner, concerning the death of Le Verney Alley, the woman who was found dead in bed at her residence in Devon street on Wednesday night by her husband, Hyat Alley, a confectioner, Devon street. — [596, 2242, 738, 2290]
ad-text: STRATFORD. — [203, 911, 244, 920]
